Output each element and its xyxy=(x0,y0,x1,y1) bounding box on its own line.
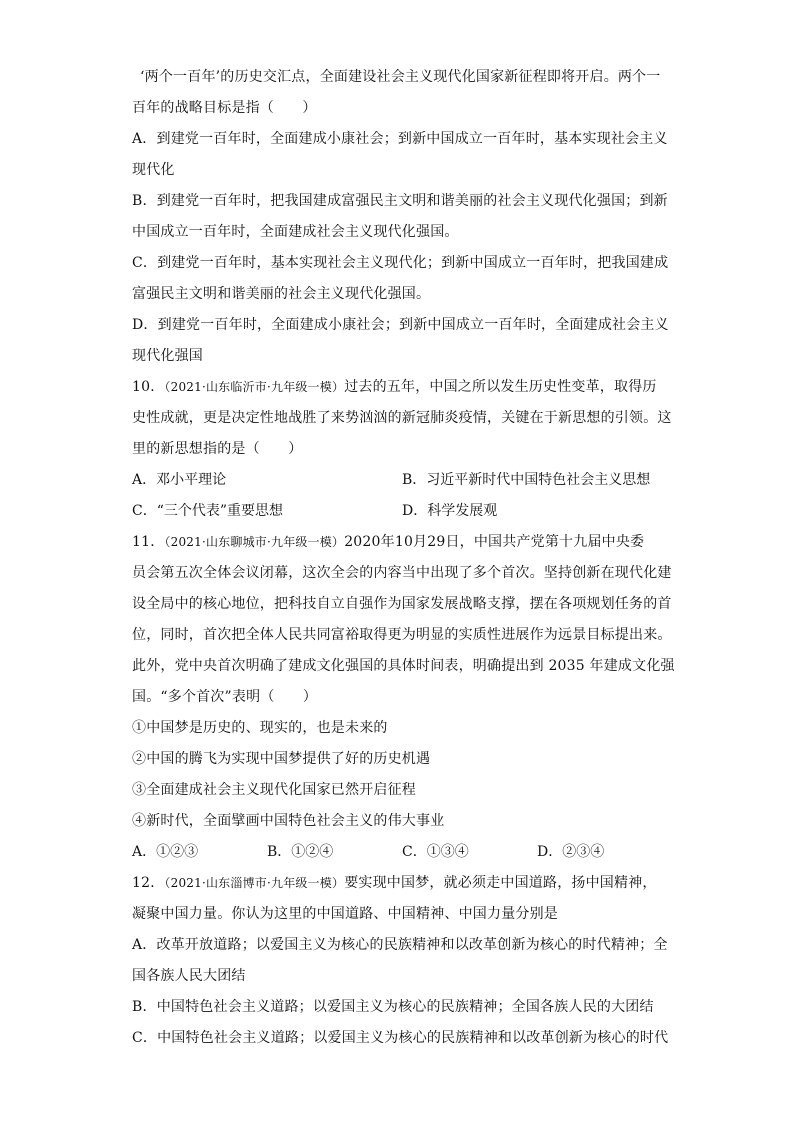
statement-3: ③全面建成社会主义现代化国家已然开启征程 xyxy=(132,782,416,798)
option-d: D．到建党一百年时，全面建成小康社会；到新中国成立一百年时，全面建成社会主义 xyxy=(132,317,669,333)
option-c: C．①③④ xyxy=(402,844,469,860)
question-number: 10． xyxy=(132,379,165,395)
option-c: C．到建党一百年时，基本实现社会主义现代化；到新中国成立一百年时，把我国建成 xyxy=(132,255,669,271)
option-b: B．中国特色社会主义道路；以爱国主义为核心的民族精神；全国各族人民的大团结 xyxy=(132,999,654,1015)
exam-page xyxy=(132,62,675,1054)
statement-4: ④新时代，全面擘画中国特色社会主义的伟大事业 xyxy=(132,813,445,829)
question-stem-line xyxy=(132,527,672,558)
option-a: A．到建党一百年时，全面建成小康社会；到新中国成立一百年时，基本实现社会主义 xyxy=(132,131,668,147)
option-b: B．习近平新时代中国特色社会主义思想 xyxy=(402,472,651,488)
question-stem-text: 2020年10月29日，中国共产党第十九届中央委 xyxy=(344,534,645,550)
options-row xyxy=(132,837,672,868)
question-source: （2021·山东临沂市·九年级一模） xyxy=(164,380,345,394)
statement-1: ①中国梦是历史的、现实的，也是未来的 xyxy=(132,720,388,736)
question-11 xyxy=(132,527,675,868)
option-c: C．“三个代表”重要思想 xyxy=(132,503,284,519)
question-stem-line: ‘两个一百年’的历史交汇点，全面建设社会主义现代化国家新征程即将开启。两个一 xyxy=(140,69,661,85)
options-row xyxy=(132,496,672,527)
question-stem-line: 凝聚中国力量。你认为这里的中国道路、中国精神、中国力量分别是 xyxy=(132,906,558,922)
option-a-continued: 国各族人民大团结 xyxy=(132,968,246,984)
question-9 xyxy=(132,62,672,372)
option-d: D．②③④ xyxy=(537,844,605,860)
statement-2: ②中国的腾飞为实现中国梦提供了好的历史机遇 xyxy=(132,751,431,767)
question-stem-line: 国。“多个首次”表明（ ） xyxy=(132,689,318,705)
option-c: C．中国特色社会主义道路；以爱国主义为核心的民族精神和以改革创新为核心的时代 xyxy=(132,1030,669,1046)
question-source: （2021·山东聊城市·九年级一模） xyxy=(164,535,345,549)
options-row xyxy=(132,465,672,496)
option-c-continued: 富强民主文明和谐美丽的社会主义现代化强国。 xyxy=(132,286,431,302)
option-b: B．到建党一百年时，把我国建成富强民主文明和谐美丽的社会主义现代化强国；到新 xyxy=(132,193,668,209)
question-stem-line: 员会第五次全体会议闭幕，这次全会的内容当中出现了多个首次。坚持创新在现代化建 xyxy=(132,565,672,581)
question-stem-line: 百年的战略目标是指（ ） xyxy=(132,100,317,116)
option-a: A．邓小平理论 xyxy=(132,472,227,488)
question-stem-line xyxy=(132,372,672,403)
question-stem-line: 设全局中的核心地位，把科技自立自强作为国家发展战略支撑，摆在各项规划任务的首 xyxy=(132,596,672,612)
question-stem-text: 过去的五年，中国之所以发生历史性变革，取得历 xyxy=(344,379,657,395)
option-d: D．科学发展观 xyxy=(402,503,498,519)
option-a: A．改革开放道路；以爱国主义为核心的民族精神和以改革创新为核心的时代精神；全 xyxy=(132,937,668,953)
option-b: B．①②④ xyxy=(267,844,334,860)
question-number: 11． xyxy=(132,534,165,550)
question-stem-line: 史性成就，更是决定性地战胜了来势汹汹的新冠肺炎疫情，关键在于新思想的引领。这 xyxy=(132,410,672,426)
option-a-continued: 现代化 xyxy=(132,162,175,178)
question-stem-line: 位，同时，首次把全体人民共同富裕取得更为明显的实质性进展作为远景目标提出来。 xyxy=(132,627,672,643)
question-source: （2021·山东淄博市·九年级一模） xyxy=(164,876,345,890)
option-a: A．①②③ xyxy=(132,844,199,860)
question-stem-line: 此外，党中央首次明确了建成文化强国的具体时间表，明确提出到 2035 年建成文化强 xyxy=(132,658,675,674)
question-number: 12． xyxy=(132,875,165,891)
question-stem-line xyxy=(132,868,672,899)
option-d-continued: 现代化强国 xyxy=(132,348,203,364)
question-stem-text: 要实现中国梦，就必须走中国道路，扬中国精神， xyxy=(344,875,657,891)
option-b-continued: 中国成立一百年时，全面建成社会主义现代化强国。 xyxy=(132,224,459,240)
question-12 xyxy=(132,868,672,1054)
question-10 xyxy=(132,372,672,527)
question-stem-line: 里的新思想指的是（ ） xyxy=(132,441,303,457)
